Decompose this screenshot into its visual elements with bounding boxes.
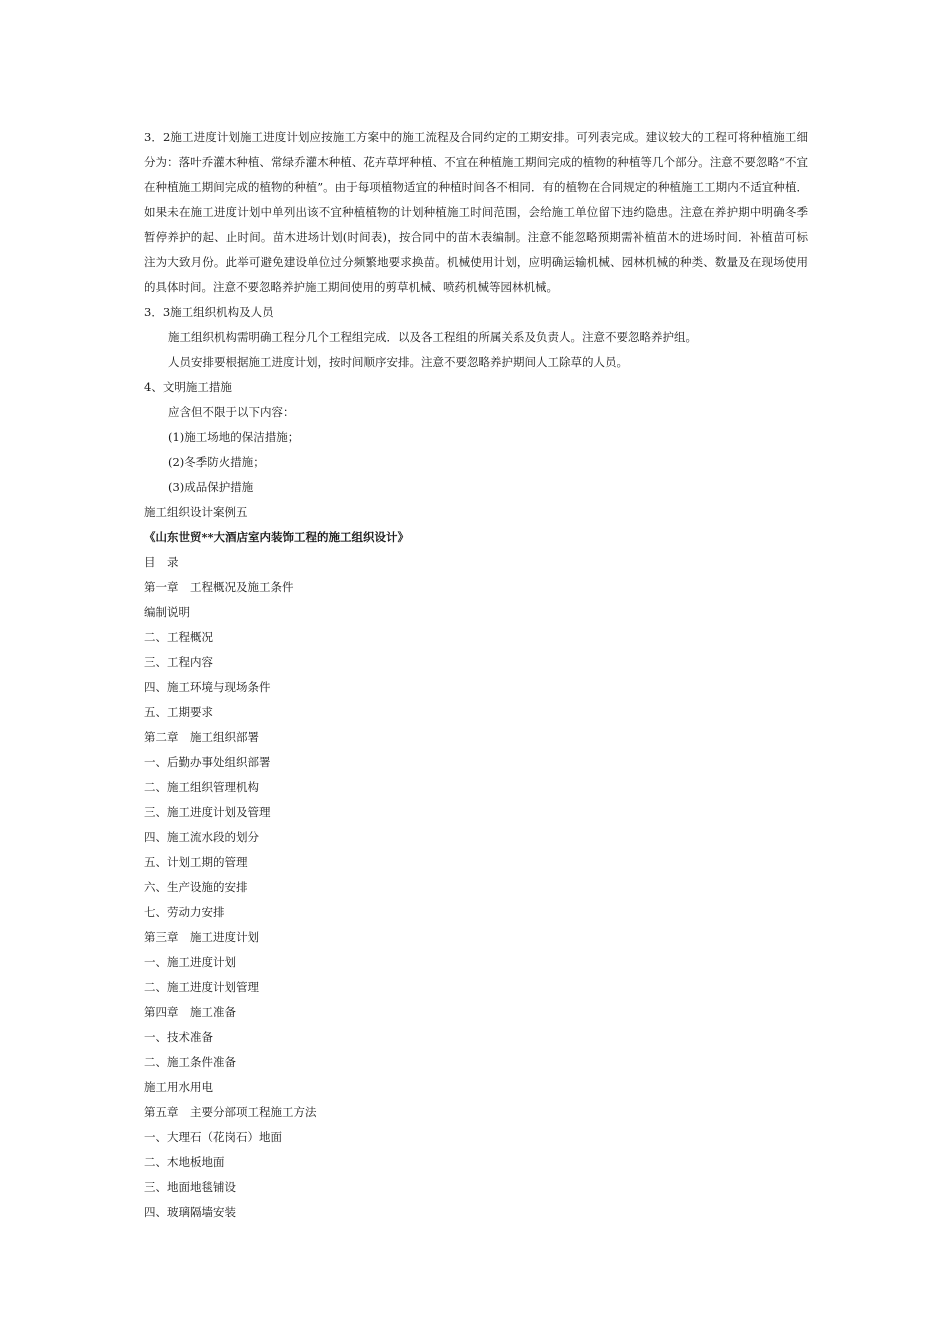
toc-item: 第三章 施工进度计划 xyxy=(144,930,259,944)
toc-item: 一、后勤办事处组织部署 xyxy=(144,755,271,769)
toc-item: 七、劳动力安排 xyxy=(144,905,225,919)
section-4-intro: 应含但不限于以下内容： xyxy=(168,405,295,419)
toc-item: 第一章 工程概况及施工条件 xyxy=(144,580,294,594)
section-3-3-paragraph-1: 施工组织机构需明确工程分几个工程组完成．以及各工程组的所属关系及负责人。注意不要忽略养护组。 xyxy=(168,330,697,344)
toc-item: 三、工程内容 xyxy=(144,655,213,669)
section-3-2-paragraph: 3．2施工进度计划施工进度计划应按施工方案中的施工流程及合同约定的工期安排。可列表完成。建议较大的工程可将种植施工细分为：落叶乔灌木种植、常绿乔灌木种植、花卉草坪种植、不宜在种植施工期间完成的植物的种植等几个部分。注意不要忽略“不宜在种植施工期间完成的植物的种植”。由于每项植物适宜的种植时间各不相同．有的植物在合同规定的种植施工工期内不适宜种植．如果未在施工进度计划中单列出该不宜种植植物的计划种植施工时间范围，会给施工单位留下违约隐患。注意在养护期中明确冬季暂停养护的起、止时间。苗木进场计划(时间表)，按合同中的苗木表编制。注意不能忽略预期需补植苗木的进场时间．补植苗可标注为大致月份。此举可避免建设单位过分频繁地要求换苗。机械使用计划，应明确运输机械、园林机械的种类、数量及在现场使用的具体时间。注意不要忽略养护施工期间使用的剪草机械、喷药机械等园林机械。 xyxy=(144,130,808,294)
toc-item: 五、计划工期的管理 xyxy=(144,855,248,869)
toc-item: 二、施工进度计划管理 xyxy=(144,980,259,994)
section-3-3-heading: 3．3施工组织机构及人员 xyxy=(144,305,274,319)
toc-item: 一、技术准备 xyxy=(144,1030,213,1044)
toc-item: 第四章 施工准备 xyxy=(144,1005,236,1019)
toc-item: 二、木地板地面 xyxy=(144,1155,225,1169)
toc-item: 四、施工流水段的划分 xyxy=(144,830,259,844)
toc-item: 四、玻璃隔墙安装 xyxy=(144,1205,236,1219)
toc-item: 一、施工进度计划 xyxy=(144,955,236,969)
section-4-item: (3)成品保护措施 xyxy=(168,480,254,494)
section-4-item: (1)施工场地的保洁措施； xyxy=(168,430,300,444)
toc-item: 三、施工进度计划及管理 xyxy=(144,805,271,819)
section-4-heading: 4、文明施工措施 xyxy=(144,380,232,394)
toc-item: 第二章 施工组织部署 xyxy=(144,730,259,744)
section-3-3-paragraph-2: 人员安排要根据施工进度计划，按时间顺序安排。注意不要忽略养护期间人工除草的人员。 xyxy=(168,355,628,369)
toc-item: 六、生产设施的安排 xyxy=(144,880,248,894)
toc-item: 二、工程概况 xyxy=(144,630,213,644)
document-title: 《山东世贸**大酒店室内装饰工程的施工组织设计》 xyxy=(144,530,410,544)
toc-item: 二、施工条件准备 xyxy=(144,1055,236,1069)
toc-item: 三、地面地毯铺设 xyxy=(144,1180,236,1194)
toc-heading: 目 录 xyxy=(144,555,179,569)
toc-item: 一、大理石（花岗石）地面 xyxy=(144,1130,282,1144)
toc-item: 二、施工组织管理机构 xyxy=(144,780,259,794)
toc-item: 五、工期要求 xyxy=(144,705,213,719)
case-label: 施工组织设计案例五 xyxy=(144,505,248,519)
toc-item: 施工用水用电 xyxy=(144,1080,213,1094)
toc-item: 第五章 主要分部项工程施工方法 xyxy=(144,1105,317,1119)
section-4-item: (2)冬季防火措施； xyxy=(168,455,265,469)
toc-item: 四、施工环境与现场条件 xyxy=(144,680,271,694)
toc-item: 编制说明 xyxy=(144,605,190,619)
